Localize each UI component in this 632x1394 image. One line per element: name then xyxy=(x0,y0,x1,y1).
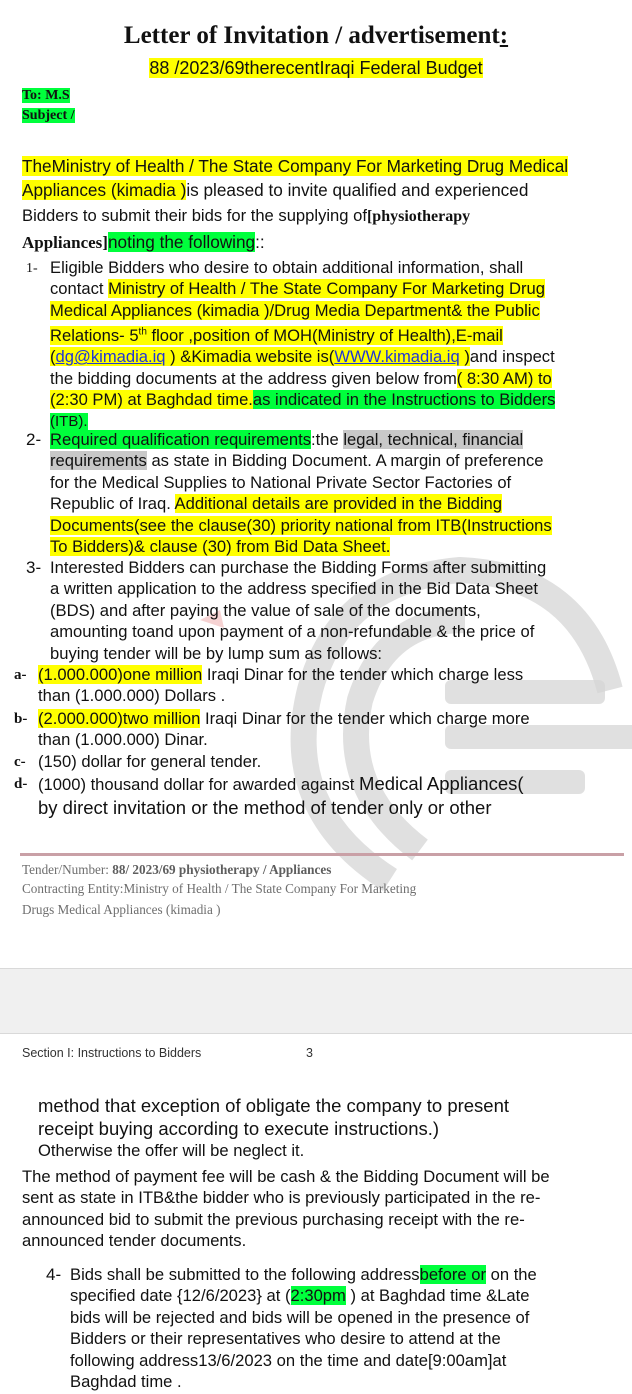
intro-noting: noting the following xyxy=(107,231,256,252)
item-2-requirements: requirements xyxy=(50,451,147,471)
email-link[interactable]: dg@kimadia.iq xyxy=(55,347,166,367)
sub-a-amount: (1.000.000)one million xyxy=(38,665,203,684)
item-1-number: 1- xyxy=(26,261,38,276)
item-4-on-the: on the xyxy=(486,1265,537,1284)
payment-line-4: announced tender documents. xyxy=(22,1231,247,1251)
item-1-time-end: (2:30 PM) at Baghdad time. xyxy=(50,389,253,409)
title-text: Letter of Invitation / advertisement xyxy=(123,22,500,49)
item-1-line-1: Eligible Bidders who desire to obtain additional information, shall xyxy=(50,258,524,277)
section-header: Section I: Instructions to Bidders xyxy=(22,1046,202,1060)
sub-b-label: b- xyxy=(14,711,28,727)
item-2-the: :the xyxy=(311,430,344,449)
item-2-line-5: Documents(see the clause(30) priority national from ITB(Instructions xyxy=(50,515,552,535)
sub-d-line-1: (1000) thousand dollar for awarded against xyxy=(38,775,360,794)
item-4-line-3: bids will be rejected and bids will be opened in the presence of xyxy=(70,1307,530,1327)
item-4 xyxy=(70,1264,622,1392)
sub-a xyxy=(38,664,628,707)
item-4-line-6: Baghdad time . xyxy=(70,1372,182,1392)
sub-a-label: a- xyxy=(14,667,27,683)
intro-appliances: Appliances] xyxy=(22,232,108,252)
item-1-close: ) xyxy=(459,347,470,367)
sub-b-line-2: than (1.000.000) Dinar. xyxy=(38,730,208,750)
item-1-website-text: ) &Kimadia website is( xyxy=(165,347,335,367)
footer-entity-2: Drugs Medical Appliances (kimadia ) xyxy=(22,902,221,917)
cont-line-3: Otherwise the offer will be neglect it. xyxy=(38,1141,305,1160)
item-4-time: 2:30pm xyxy=(290,1286,346,1306)
item-3 xyxy=(50,557,622,664)
footer-divider xyxy=(20,853,624,856)
item-3-line-5: buying tender will be by lump sum as follows: xyxy=(50,643,383,663)
intro-colon: :: xyxy=(255,231,265,252)
page-number: 3 xyxy=(306,1046,313,1060)
item-2-line-6: To Bidders)& clause (30) from Bid Data Sheet. xyxy=(50,537,391,557)
item-1-itb-abbr: (ITB). xyxy=(50,413,88,431)
item-2-number: 2- xyxy=(26,430,42,449)
footer-tender-number: 88/ 2023/69 physiotherapy / Appliances xyxy=(112,862,332,877)
sub-b-amount: (2.000.000)two million xyxy=(38,709,201,728)
intro-line-2: is pleased to invite qualified and experienced xyxy=(186,179,529,200)
item-1-ministry: Ministry of Health / The State Company For Marketing Drug xyxy=(108,279,545,299)
website-link[interactable]: WWW.kimadia.iq xyxy=(334,347,460,367)
payment-paragraph xyxy=(22,1166,622,1252)
item-1-floor: floor ,position of MOH(Ministry of Health),E-mail xyxy=(146,325,503,345)
item-1-itb: as indicated in the Instructions to Bidders xyxy=(252,389,556,409)
item-4-line-1: Bids shall be submitted to the following address xyxy=(70,1265,420,1284)
page-footer xyxy=(22,860,416,919)
item-1-line-6: the bidding documents at the address given below from xyxy=(50,368,457,388)
item-2-legal: legal, technical, financial xyxy=(343,430,524,449)
page-break xyxy=(0,968,632,1034)
item-1 xyxy=(50,257,622,433)
addressee-block xyxy=(22,86,75,126)
sub-a-line-1: Iraqi Dinar for the tender which charge less xyxy=(202,665,524,684)
item-4-date: specified date {12/6/2023} at ( xyxy=(70,1286,291,1306)
title-colon: : xyxy=(499,22,509,49)
item-1-relations: Relations- 5 xyxy=(50,325,139,345)
item-1-contact: contact xyxy=(50,279,109,299)
intro-kimadia: Appliances (kimadia ) xyxy=(22,179,187,200)
payment-line-1: The method of payment fee will be cash & the Bidding Document will be xyxy=(22,1167,550,1186)
sub-c xyxy=(38,751,628,772)
item-4-number: 4- xyxy=(46,1265,62,1284)
sub-d-label: d- xyxy=(14,776,28,792)
sub-a-line-2: than (1.000.000) Dollars . xyxy=(38,686,226,706)
continuation xyxy=(38,1094,628,1161)
item-3-line-2: a written application to the address specified in the Bid Data Sheet xyxy=(50,579,538,599)
cont-line-1: method that exception of obligate the company to present xyxy=(38,1095,510,1116)
sub-d-line-2: by direct invitation or the method of tender only or other xyxy=(38,797,492,818)
footer-entity: Contracting Entity:Ministry of Health / The State Company For Marketing xyxy=(22,881,417,896)
payment-line-3: announced bid to submit the previous purchasing receipt with the re- xyxy=(22,1209,525,1229)
item-4-baghdad: ) at Baghdad time &Late xyxy=(345,1286,530,1306)
subtitle-text: 88 /2023/69therecentIraqi Federal Budget xyxy=(149,58,483,78)
item-3-line-4: amounting toand upon payment of a non-refundable & the price of xyxy=(50,622,535,642)
item-2 xyxy=(50,429,622,557)
item-2-line-2: as state in Bidding Document. A margin of preference xyxy=(146,451,544,471)
item-1-paren: ( xyxy=(50,347,56,367)
intro-physio: [physiotherapy xyxy=(366,208,471,225)
item-3-line-1: Interested Bidders can purchase the Bidding Forms after submitting xyxy=(50,558,547,577)
item-2-qualification: Required qualification requirements xyxy=(50,430,312,449)
item-3-line-3: (BDS) and after paying the value of sale of the documents, xyxy=(50,600,481,620)
sub-d-medical: Medical Appliances( xyxy=(359,773,524,794)
item-2-additional: Additional details are provided in the Bidding xyxy=(174,494,503,514)
sub-b-line-1: Iraqi Dinar for the tender which charge more xyxy=(200,709,530,728)
item-2-line-3: for the Medical Supplies to National Private Sector Factories of xyxy=(50,472,512,492)
subject-label: Subject / xyxy=(22,108,75,123)
sub-b xyxy=(38,708,628,751)
sub-d xyxy=(38,772,630,819)
intro-line-3: Bidders to submit their bids for the supplying of xyxy=(22,206,367,225)
item-1-time-start: ( 8:30 AM) to xyxy=(456,368,552,388)
item-1-line-3: Medical Appliances (kimadia )/Drug Media Department& the Public xyxy=(50,300,540,320)
budget-subtitle xyxy=(0,58,632,79)
sub-c-label: c- xyxy=(14,754,26,770)
payment-line-2: sent as state in ITB&the bidder who is previously participated in the re- xyxy=(22,1188,541,1208)
intro-paragraph xyxy=(22,156,627,253)
item-4-line-5: following address13/6/2023 on the time and date[9:00am]at xyxy=(70,1350,507,1370)
item-3-number: 3- xyxy=(26,558,42,577)
item-4-before: before or xyxy=(419,1265,487,1284)
item-1-inspect: and inspect xyxy=(469,347,555,367)
intro-line-1: TheMinistry of Health / The State Company For Marketing Drug Medical xyxy=(22,156,569,176)
letter-title xyxy=(0,22,632,50)
cont-line-2: receipt buying according to execute instructions.) xyxy=(38,1118,440,1139)
footer-tender-label: Tender/Number: xyxy=(22,862,113,877)
item-1-sup: th xyxy=(138,326,147,338)
item-4-line-4: Bidders or their representatives who desire to attend at the xyxy=(70,1329,501,1349)
item-2-republic: Republic of Iraq. xyxy=(50,494,175,514)
sub-c-line-1: (150) dollar for general tender. xyxy=(38,752,262,771)
to-label: To: M.S xyxy=(22,88,70,103)
